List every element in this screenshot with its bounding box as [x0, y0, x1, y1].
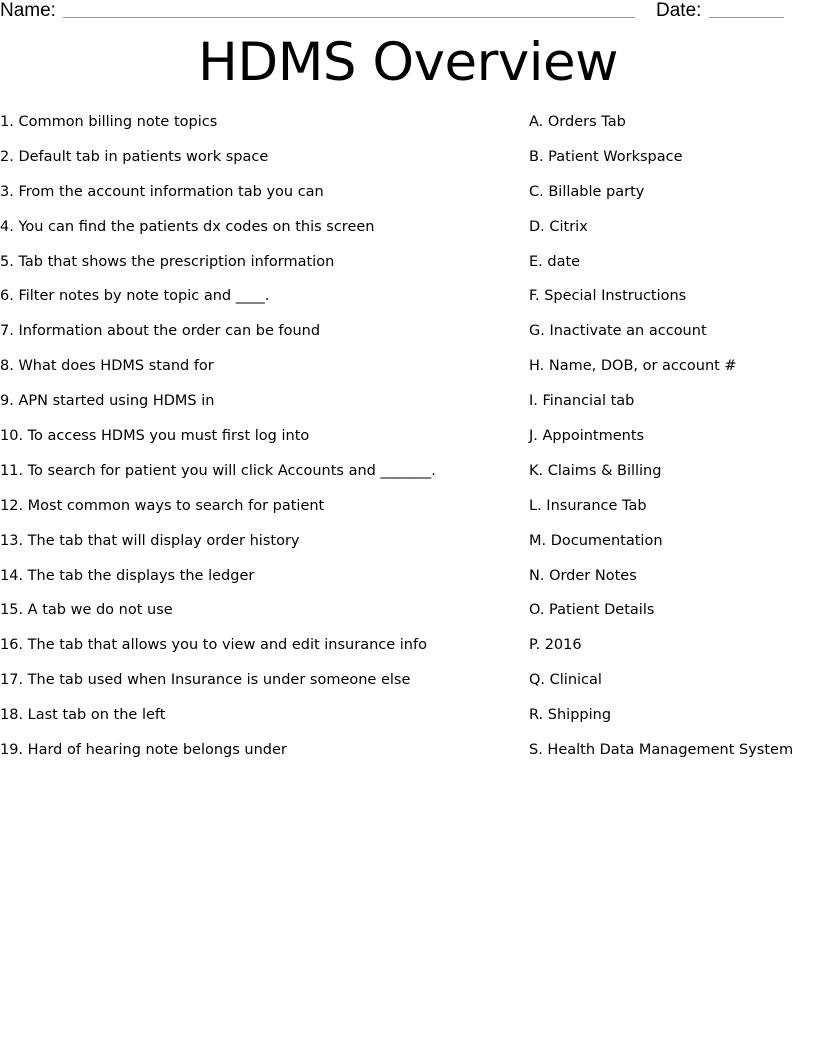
question-item: 3. From the account information tab you can [0, 183, 324, 200]
question-item: 18. Last tab on the left [0, 707, 166, 724]
question-item: 9. APN started using HDMS in [0, 393, 215, 410]
question-item: 1. Common billing note topics [0, 114, 218, 130]
answer-item: G. Inactivate an account [529, 323, 707, 340]
question-item: 19. Hard of hearing note belongs under [0, 742, 287, 759]
answer-item: H. Name, DOB, or account # [529, 358, 737, 375]
answer-item: E. date [529, 253, 581, 270]
question-item: 8. What does HDMS stand for [0, 358, 214, 375]
question-item: 11. To search for patient you will click Accounts and _______. [0, 462, 436, 479]
answers-list [529, 112, 793, 775]
question-item: 5. Tab that shows the prescription information [0, 253, 335, 270]
answer-item: N. Order Notes [529, 567, 637, 584]
answer-item: S. Health Data Management System [529, 742, 794, 759]
question-item: 10. To access HDMS you must first log into [0, 428, 310, 445]
question-item: 14. The tab the displays the ledger [0, 567, 255, 584]
date-label: Date: [656, 0, 702, 21]
question-item: 2. Default tab in patients work space [0, 148, 269, 165]
date-field-line[interactable] [709, 17, 784, 18]
answer-item: P. 2016 [529, 637, 582, 654]
question-item: 13. The tab that will display order history [0, 532, 300, 549]
question-item: 17. The tab used when Insurance is under someone else [0, 672, 411, 689]
question-item: 7. Information about the order can be found [0, 323, 321, 340]
answer-item: O. Patient Details [529, 602, 655, 619]
answer-item: K. Claims & Billing [529, 462, 662, 479]
page-title: HDMS Overview [198, 32, 618, 93]
answer-item: F. Special Instructions [529, 288, 687, 305]
question-item: 6. Filter notes by note topic and ____. [0, 288, 270, 305]
question-item: 12. Most common ways to search for patient [0, 497, 325, 514]
answer-item: R. Shipping [529, 707, 612, 724]
question-item: 15. A tab we do not use [0, 602, 173, 619]
answer-item: C. Billable party [529, 183, 645, 200]
answer-item: Q. Clinical [529, 672, 602, 689]
questions-list [0, 112, 436, 775]
name-field-line[interactable] [63, 17, 635, 18]
question-item: 16. The tab that allows you to view and edit insurance info [0, 637, 427, 654]
answer-item: B. Patient Workspace [529, 148, 683, 165]
answer-item: M. Documentation [529, 532, 663, 549]
question-item: 4. You can find the patients dx codes on this screen [0, 218, 375, 235]
answer-item: D. Citrix [529, 218, 588, 235]
answer-item: I. Financial tab [529, 393, 635, 410]
answer-item: A. Orders Tab [529, 114, 626, 130]
answer-item: J. Appointments [529, 428, 645, 445]
answer-item: L. Insurance Tab [529, 497, 647, 514]
name-label: Name: [0, 0, 56, 21]
